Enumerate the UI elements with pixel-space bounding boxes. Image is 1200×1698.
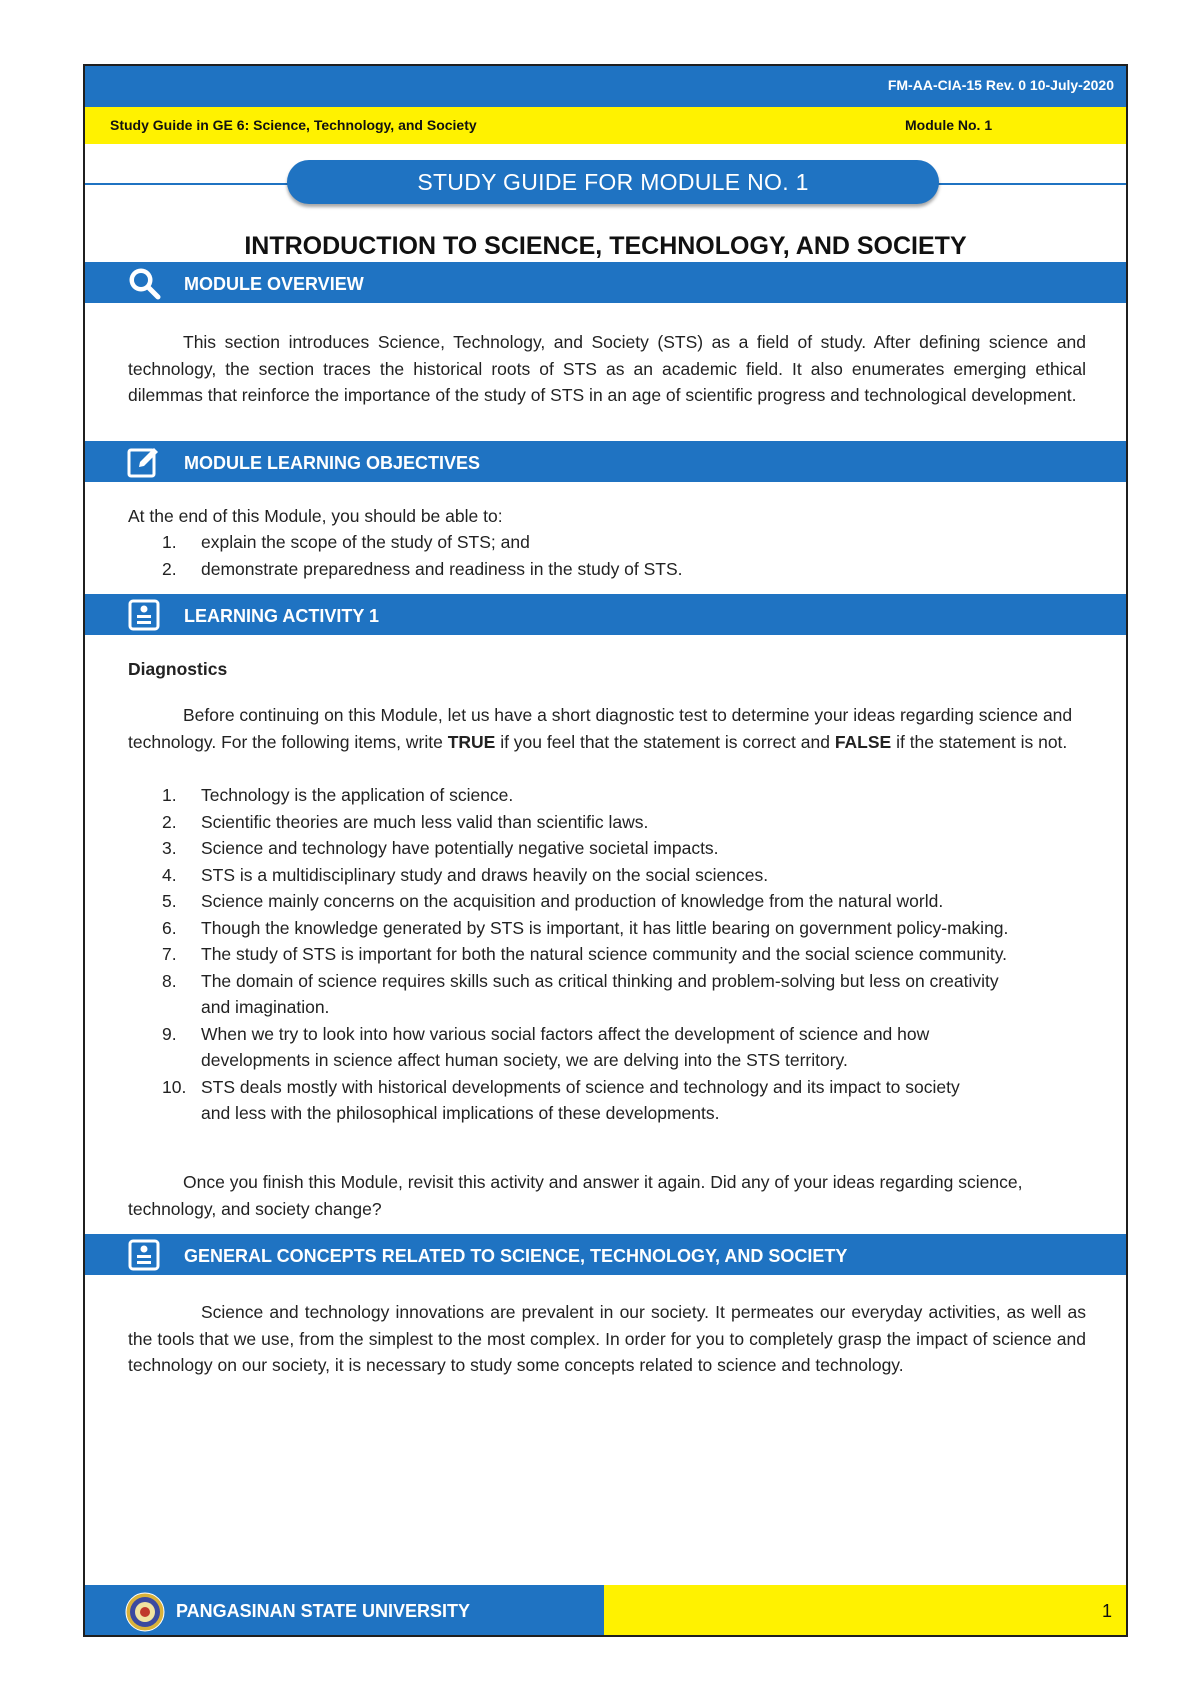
section-header-concepts (85, 1234, 1126, 1275)
section-header-objectives (85, 441, 1126, 482)
activity-subheading: Diagnostics (128, 659, 228, 679)
form-code: FM-AA-CIA-15 Rev. 0 10-July-2020 (887, 77, 1114, 93)
study-guide-banner: STUDY GUIDE FOR MODULE NO. 1 (287, 160, 939, 204)
overview-paragraph: This section introduces Science, Technology, and Society (STS) as a field of study. After defining science and technology, the section traces the historical roots of STS as an academic field. It also enumerates emerging ethical dilemmas that reinforce the importance of the study of STS in an age of scientific progress and technological development. (128, 332, 1086, 405)
list-item: 8. The domain of science requires skills such as critical thinking and problem-solving but less on creativity and imagination. (162, 970, 999, 1017)
list-item: 6. Though the knowledge generated by STS is important, it has little bearing on government policy-making. (162, 917, 1009, 938)
list-item: 10. STS deals mostly with historical developments of science and technology and its impact to society and less with the philosophical implications of these developments. (162, 1076, 960, 1123)
list-item: 4. STS is a multidisciplinary study and draws heavily on the social sciences. (162, 864, 769, 885)
section-heading: MODULE OVERVIEW (184, 274, 364, 294)
course-title: Study Guide in GE 6: Science, Technology, and Society (110, 117, 477, 133)
top-header-bar (85, 66, 1126, 107)
section-heading: GENERAL CONCEPTS RELATED TO SCIENCE, TECHNOLOGY, AND SOCIETY (184, 1246, 848, 1266)
list-item: 5. Science mainly concerns on the acquisition and production of knowledge from the natural world. (162, 891, 944, 911)
section-header-overview (85, 262, 1126, 303)
true-keyword: TRUE (447, 731, 496, 752)
module-title: INTRODUCTION TO SCIENCE, TECHNOLOGY, AND SOCIETY (244, 232, 967, 260)
footer-page-bar (604, 1585, 1128, 1637)
list-item: 3. Science and technology have potentially negative societal impacts. (162, 838, 719, 858)
activity-intro: Before continuing on this Module, let us have a short diagnostic test to determine your ideas regarding science and technology. For the following items, write TRUE if you feel that the statement is correct and FALSE if the statement is not. (128, 705, 1073, 752)
university-seal-icon (125, 1592, 165, 1632)
list-item: 2. Scientific theories are much less valid than scientific laws. (162, 811, 649, 832)
document-icon (127, 1238, 161, 1272)
list-item: 7. The study of STS is important for both the natural science community and the social science community. (162, 944, 1008, 964)
false-keyword: FALSE (834, 731, 892, 752)
list-item: 9. When we try to look into how various social factors affect the development of science and how developments in science affect human society, we are delving into the STS territory. (162, 1023, 930, 1070)
course-header-bar (85, 107, 1126, 144)
diagnostic-items-list (128, 782, 1088, 1127)
concepts-paragraph: Science and technology innovations are prevalent in our society. It permeates our everyday activities, as well as the tools that we use, from the simplest to the most complex. In order for you to completely grasp the impact of science and technology on our society, it is necessary to study some concepts related to science and technology. (128, 1302, 1086, 1375)
study-guide-page (83, 64, 1128, 1637)
module-number: Module No. 1 (905, 117, 993, 133)
footer-university-bar (85, 1585, 604, 1637)
section-header-activity (85, 594, 1126, 635)
page-number: 1 (1101, 1601, 1112, 1621)
objectives-intro: At the end of this Module, you should be able to: (128, 506, 503, 526)
list-item: 2. demonstrate preparedness and readiness in the study of STS. (162, 558, 683, 579)
activity-closing: Once you finish this Module, revisit this activity and answer it again. Did any of your ideas regarding science, technology, and society change? (128, 1172, 1023, 1219)
list-item: 1. Technology is the application of science. (162, 785, 514, 805)
university-name: PANGASINAN STATE UNIVERSITY (176, 1601, 471, 1621)
objectives-list (128, 529, 1088, 582)
magnifier-icon (127, 266, 161, 300)
document-icon (127, 598, 161, 632)
edit-icon (127, 445, 161, 479)
list-item: 1. explain the scope of the study of STS; and (162, 532, 530, 552)
section-heading: MODULE LEARNING OBJECTIVES (184, 453, 481, 473)
section-heading: LEARNING ACTIVITY 1 (184, 606, 380, 626)
